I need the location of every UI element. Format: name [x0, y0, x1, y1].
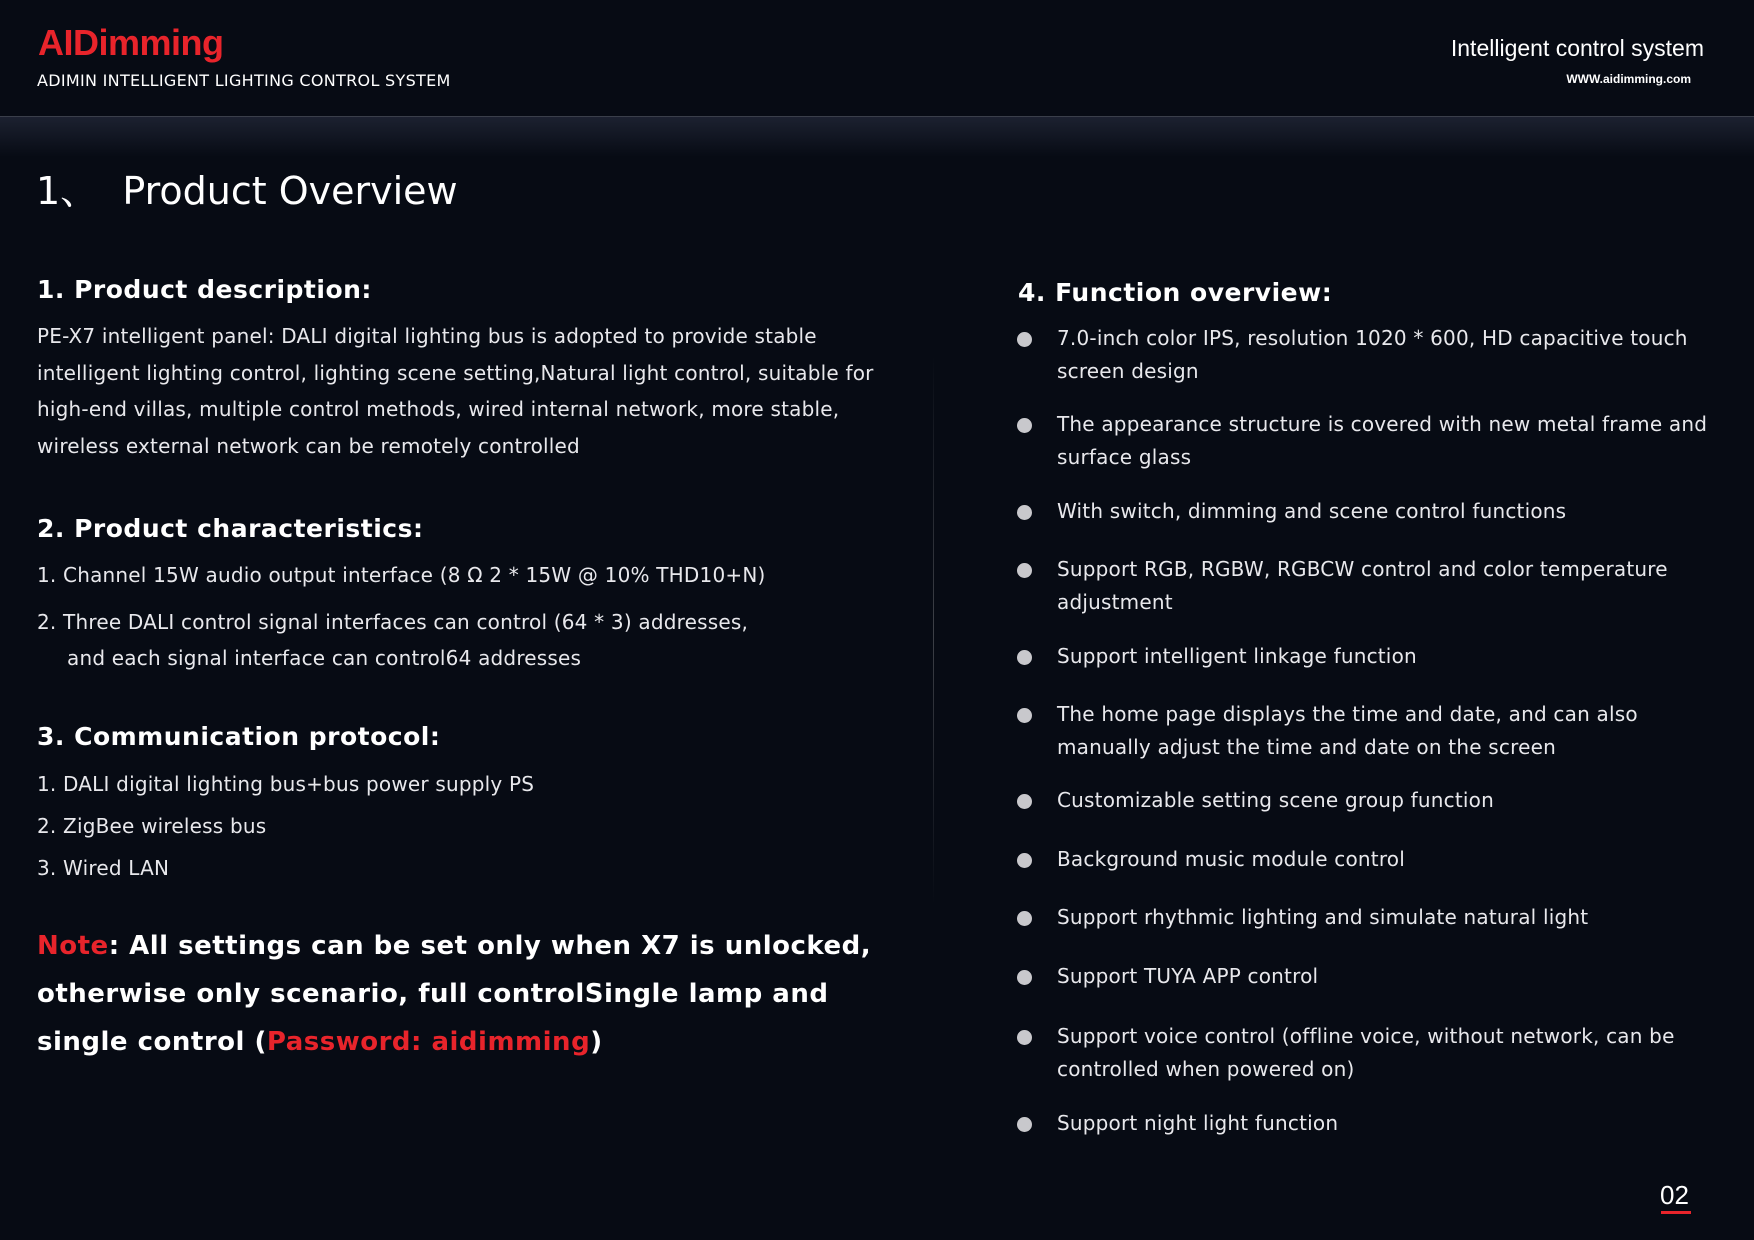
description-heading: 1. Product description:: [37, 275, 372, 304]
column-divider: [933, 355, 934, 905]
function-text: Support TUYA APP control: [1057, 964, 1319, 988]
header-website-url: WWW.aidimming.com: [1566, 72, 1691, 86]
function-text: Background music module control: [1057, 847, 1405, 871]
protocol-heading: 3. Communication protocol:: [37, 722, 441, 751]
bullet-icon: [1017, 1030, 1032, 1045]
protocol-item: 1. DALI digital lighting bus+bus power supply PS: [37, 772, 535, 796]
note-label: Note: [37, 931, 109, 961]
note-close: ): [590, 1027, 603, 1057]
brand-logo: AIDimming: [38, 22, 224, 63]
bullet-icon: [1017, 970, 1032, 985]
note-text: : All settings can be set only when X7 is unlocked, otherwise only scenario, full controlSingle lamp and single control (: [37, 931, 872, 1057]
function-text: Support RGB, RGBW, RGBCW control and color temperature adjustment: [1057, 557, 1668, 614]
header-bar: [0, 0, 1754, 117]
header-shadow: [0, 117, 1754, 157]
bullet-icon: [1017, 911, 1032, 926]
bullet-icon: [1017, 708, 1032, 723]
characteristics-heading: 2. Product characteristics:: [37, 514, 424, 543]
bullet-icon: [1017, 332, 1032, 347]
bullet-icon: [1017, 794, 1032, 809]
function-text: 7.0-inch color IPS, resolution 1020 * 600, HD capacitive touch screen design: [1057, 326, 1688, 383]
page-number-underline: [1661, 1211, 1691, 1214]
protocol-item: 2. ZigBee wireless bus: [37, 814, 267, 838]
bullet-icon: [1017, 853, 1032, 868]
characteristic-item-1: 1. Channel 15W audio output interface (8 Ω 2 * 15W @ 10% THD10+N): [37, 563, 766, 587]
function-text: The home page displays the time and date, and can also manually adjust the time and date on the screen: [1057, 702, 1638, 759]
brand-subtitle: ADIMIN INTELLIGENT LIGHTING CONTROL SYSTEM: [37, 71, 451, 90]
bullet-icon: [1017, 563, 1032, 578]
function-text: Support voice control (offline voice, without network, can be controlled when powered on): [1057, 1024, 1675, 1081]
function-text: With switch, dimming and scene control functions: [1057, 499, 1567, 523]
header-system-title: Intelligent control system: [1450, 35, 1704, 61]
function-heading: 4. Function overview:: [1018, 278, 1333, 307]
bullet-icon: [1017, 505, 1032, 520]
function-text: Support rhythmic lighting and simulate natural light: [1057, 905, 1589, 929]
bullet-icon: [1017, 418, 1032, 433]
unlock-note: [37, 922, 877, 1066]
bullet-icon: [1017, 650, 1032, 665]
characteristic-item-2-line-2: and each signal interface can control64 addresses: [67, 646, 582, 670]
function-text: The appearance structure is covered with new metal frame and surface glass: [1057, 412, 1708, 469]
note-password: Password: aidimming: [266, 1027, 591, 1057]
protocol-item: 3. Wired LAN: [37, 856, 170, 880]
bullet-icon: [1017, 1117, 1032, 1132]
characteristic-item-2-line-1: 2. Three DALI control signal interfaces can control (64 * 3) addresses,: [37, 610, 749, 634]
function-text: Support intelligent linkage function: [1057, 644, 1417, 668]
function-text: Customizable setting scene group function: [1057, 788, 1494, 812]
page-number: 02: [1660, 1180, 1689, 1210]
page-title: 1、 Product Overview: [36, 169, 458, 213]
description-text: PE-X7 intelligent panel: DALI digital lighting bus is adopted to provide stable intelligent lighting control, lighting scene setting,Natural light control, suitable for high-end villas, multiple control methods, wired internal network, more stable, wireless external network can be remotely controlled: [37, 324, 874, 458]
function-text: Support night light function: [1057, 1111, 1339, 1135]
